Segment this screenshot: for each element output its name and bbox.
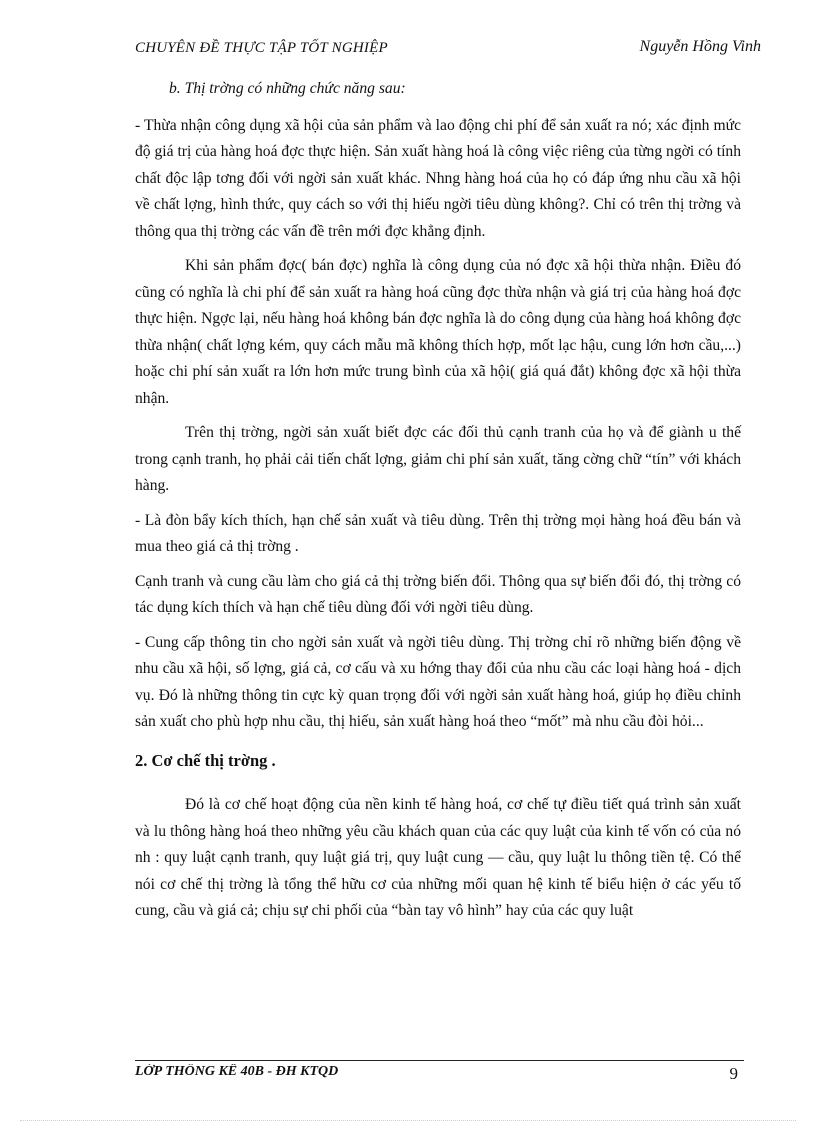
header-title: CHUYÊN ĐỀ THỰC TẬP TỐT NGHIỆP (135, 40, 388, 56)
section-heading: 2. Cơ chế thị trờng . (135, 750, 276, 770)
page-header (135, 38, 761, 62)
paragraph-7: Đó là cơ chế hoạt động của nền kinh tế hàng hoá, cơ chế tự điều tiết quá trình sản xuất và lu thông hàng hoá theo những yêu cầu khách quan của các quy luật của kinh tế vốn có của nó nh : quy luật cạnh tranh, quy luật giá trị, quy luật cung — cầu, quy luật lu thông tiền tệ. Có thể nói cơ chế thị trờng là tổng thể hữu cơ của những mối quan hệ kinh tế biểu hiện ở các yếu tố cung, cầu và giá cả; chịu sự chi phối của “bàn tay vô hình” hay của các quy luật (135, 796, 741, 919)
page-edge-dotted-line (20, 1120, 796, 1121)
paragraph-2: Khi sản phẩm đợc( bán đợc) nghĩa là công dụng của nó đợc xã hội thừa nhận. Điều đó cũng có nghĩa là chi phí để sản xuất ra hàng hoá cũng đợc thừa nhận và giá trị của hàng hoá đợc thực hiện. Ngợc lại, nếu hàng hoá không bán đợc nghĩa là do công dụng của hàng hoá không đợc thừa nhận( chất lợng kém, quy cách mẫu mã không thích hợp, mốt lạc hậu, cung lớn hơn cầu,...) hoặc chi phí sản xuất ra lớn hơn mức trung bình của xã hội( giá quá đắt) không đợc xã hội thừa nhận. (135, 257, 741, 407)
document-body (135, 76, 741, 933)
paragraph-5: Cạnh tranh và cung cầu làm cho giá cả thị trờng biến đổi. Thông qua sự biến đổi đó, thị trờng có tác dụng kích thích và hạn chế tiêu dùng đối với ngời tiêu dùng. (135, 572, 741, 616)
paragraph-4: - Là đòn bẩy kích thích, hạn chế sản xuất và tiêu dùng. Trên thị trờng mọi hàng hoá đều bán và mua theo giá cả thị trờng . (135, 511, 741, 555)
paragraph-3: Trên thị trờng, ngời sản xuất biết đợc các đối thủ cạnh tranh của họ và để giành u thế trong cạnh tranh, họ phải cải tiến chất lợng, giảm chi phí sản xuất, tăng cờng chữ “tín” với khách hàng. (135, 424, 741, 494)
footer-class-label: LỚP THỐNG KÊ 40B - ĐH KTQD (135, 1064, 339, 1079)
page-number: 9 (729, 1064, 738, 1083)
section-subheading: b. Thị trờng có những chức năng sau: (169, 80, 406, 97)
page-footer (135, 1064, 744, 1084)
paragraph-1: - Thừa nhận công dụng xã hội của sản phẩm và lao động chi phí để sản xuất ra nó; xác định mức độ giá trị của hàng hoá đợc thực hiện. Sản xuất hàng hoá là công việc riêng của từng ngời có tính chất độc lập tơng đối với ngời sản xuất khác. Nhng hàng hoá của họ có đáp ứng nhu cầu xã hội về chất lợng, hình thức, quy cách so với thị hiếu ngời tiêu dùng không?. Chỉ có trên thị trờng và thông qua thị trờng các vấn đề trên mới đợc khẳng định. (135, 116, 741, 240)
paragraph-6: - Cung cấp thông tin cho ngời sản xuất và ngời tiêu dùng. Thị trờng chỉ rõ những biến động về nhu cầu xã hội, số lợng, giá cả, cơ cấu và xu hớng thay đổi của nhu cầu các loại hàng hoá - dịch vụ. Đó là những thông tin cực kỳ quan trọng đối với ngời sản xuất hàng hoá, giúp họ điều chỉnh sản xuất cho phù hợp nhu cầu, thị hiếu, sản xuất hàng hoá theo “mốt” mà nhu cầu đòi hỏi... (135, 633, 741, 730)
header-author: Nguyễn Hồng Vinh (639, 38, 761, 55)
footer-divider (135, 1060, 744, 1061)
